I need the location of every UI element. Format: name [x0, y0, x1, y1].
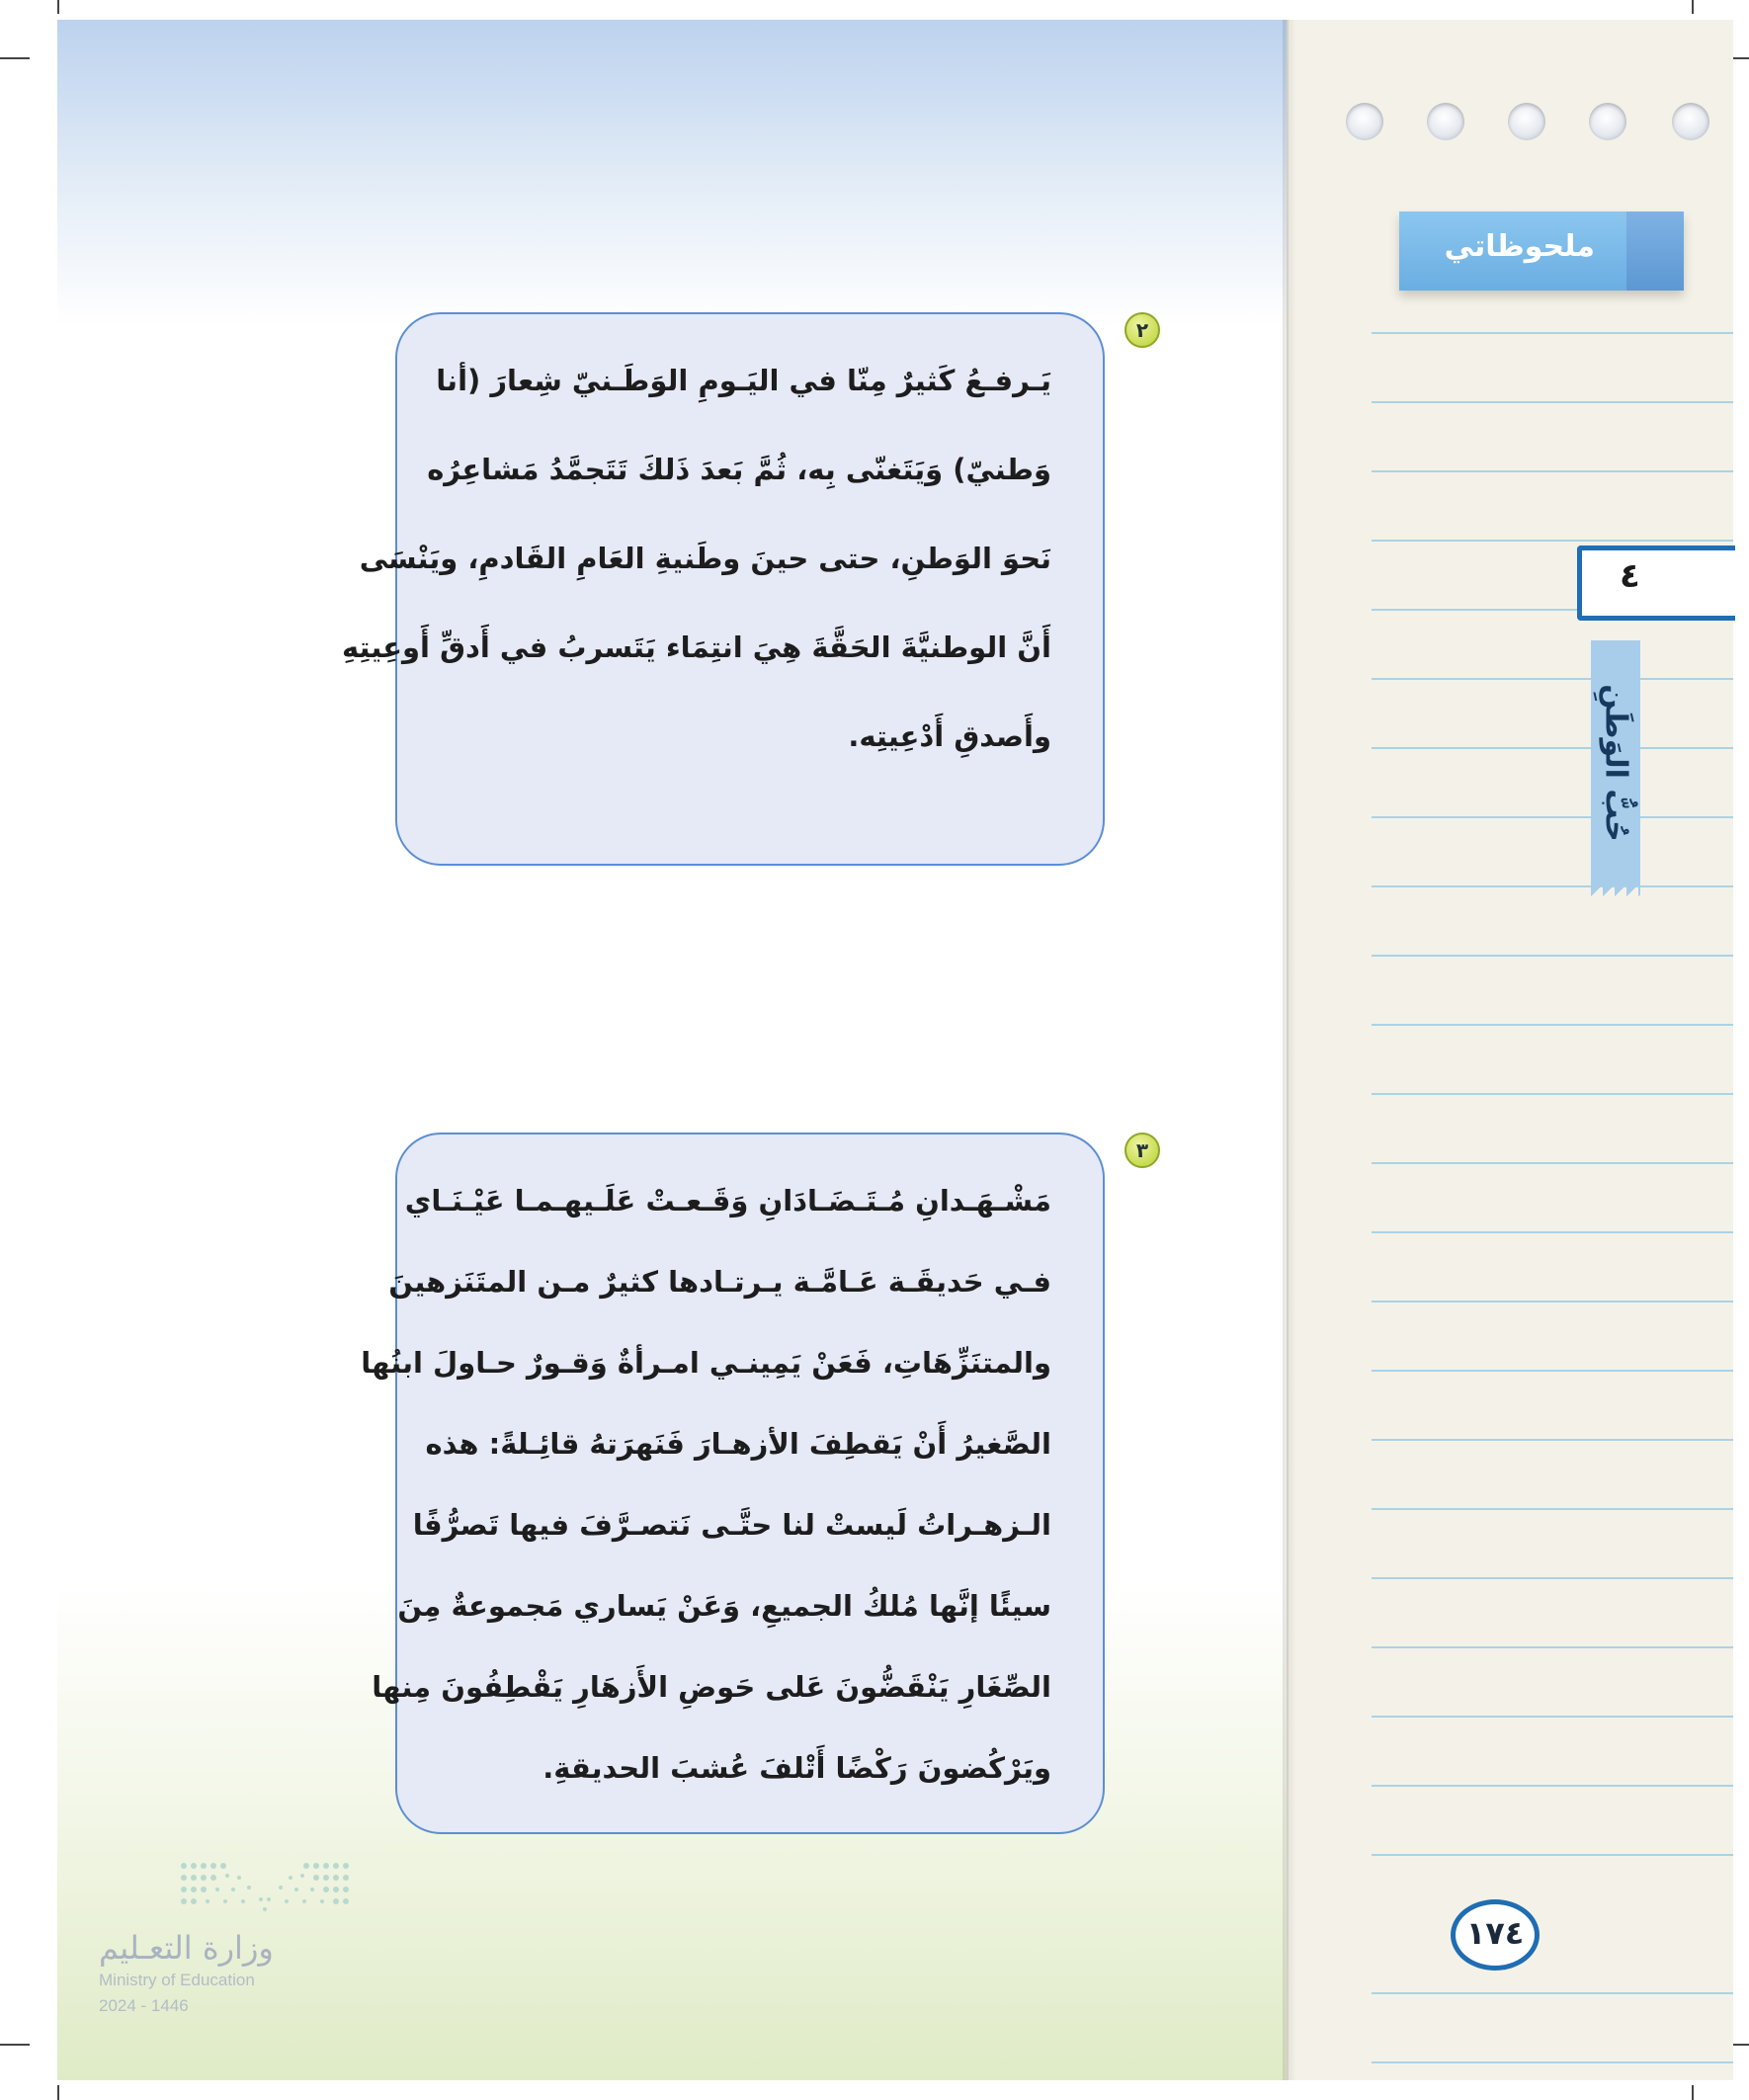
note-line — [1372, 2061, 1733, 2063]
note-line — [1372, 816, 1733, 818]
ministry-name-arabic: وزارة التعـليم — [99, 1929, 274, 1967]
passage-line: الـزهـراتُ لَيستْ لنا حتَّـى نَتصـرَّفَ فيها تَصرُّفًا — [412, 1508, 1051, 1542]
crop-mark — [1692, 0, 1694, 14]
unit-number-box — [1577, 546, 1735, 621]
passage-line: وأَصدقِ أَدْعِيتِه. — [848, 719, 1051, 753]
note-line — [1372, 401, 1733, 403]
crop-mark — [1692, 2085, 1694, 2100]
note-line — [1372, 1854, 1733, 1856]
note-line — [1372, 1301, 1733, 1302]
note-line — [1372, 1370, 1733, 1372]
binder-hole — [1427, 103, 1464, 140]
passage-line: أَنَّ الوطنيَّةَ الحَقَّةَ هِيَ انتِمَاء يَتَسربُ في أَدقِّ أَوعِيتِهِ — [341, 630, 1051, 664]
binder-hole — [1508, 103, 1545, 140]
ministry-logo-icon — [178, 1860, 352, 1911]
unit-title: حُبُّ الوَطَنِ — [1598, 684, 1633, 842]
unit-title-ribbon — [1591, 640, 1640, 885]
passage-line: سيئًا إنَّها مُلكُ الجميعِ، وَعَنْ يَساري مَجموعةٌ مِنَ — [397, 1589, 1051, 1623]
binder-hole — [1672, 103, 1709, 140]
ministry-name-english: Ministry of Education — [99, 1971, 255, 1989]
notes-column-shadow — [1283, 20, 1296, 2080]
binder-hole — [1346, 103, 1383, 140]
note-line — [1372, 1093, 1733, 1095]
passage-box — [361, 1133, 1105, 1834]
passage-line: الصَّغيرُ أَنْ يَقطِفَ الأزهـارَ فَنَهرَتهُ قائِـلةً: هذه — [425, 1427, 1051, 1461]
note-line — [1372, 540, 1733, 542]
page-number: ١٧٤ — [1465, 1914, 1525, 1952]
note-line — [1372, 1162, 1733, 1164]
passage-line: مَشْـهَـدانِ مُـتَـضَـادَانِ وَقَـعـتْ عَلَـيهـمـا عَيْـنَـاي — [404, 1184, 1051, 1218]
note-line — [1372, 678, 1733, 680]
note-line — [1372, 1992, 1733, 1994]
crop-mark — [57, 0, 59, 14]
binder-hole — [1589, 103, 1626, 140]
note-line — [1372, 885, 1733, 887]
ministry-year: 2024 - 1446 — [99, 1996, 189, 2015]
notes-tab — [1399, 211, 1684, 291]
note-line — [1372, 1577, 1733, 1579]
passage-box — [341, 312, 1105, 866]
passage-line: يَـرفـعُ كَثيرٌ مِنّا في اليَـومِ الوَطَـنيّ شِعارَ (أنا — [436, 364, 1051, 397]
passage-line: فـي حَديقَـة عَـامَّـة يـرتـادها كثيرٌ مـن المتَنَزهينَ — [388, 1265, 1051, 1299]
passage-line: والمتنَزِّهَاتِ، فَعَنْ يَمِينـي امـرأةٌ وَقـورٌ حـاولَ ابنُها — [361, 1346, 1051, 1380]
passage-line: وَطنيّ) وَيَتَغنّى بِه، ثُمَّ بَعدَ ذَلكَ تَتَجمَّدُ مَشاعِرُه — [427, 453, 1051, 486]
unit-number: ٤ — [1620, 556, 1640, 596]
notes-tab-label: ملحوظاتي — [1444, 229, 1595, 264]
note-line — [1372, 1716, 1733, 1718]
note-line — [1372, 955, 1733, 957]
note-line — [1372, 332, 1733, 334]
notes-column — [1287, 20, 1733, 2080]
note-line — [1372, 747, 1733, 749]
page-number-ring — [1451, 1899, 1540, 1971]
passage-line: ويَرْكُضونَ رَكْضًا أَتْلفَ عُشبَ الحديقةِ. — [542, 1751, 1051, 1785]
note-line — [1372, 1231, 1733, 1233]
note-line — [1372, 1024, 1733, 1026]
crop-mark — [57, 2085, 59, 2100]
note-line — [1372, 1508, 1733, 1510]
note-line — [1372, 470, 1733, 472]
passage-line: الصِّغَارِ يَنْقَضُّونَ عَلى حَوضِ الأَزهَارِ يَقْطِفُونَ مِنها — [372, 1670, 1051, 1704]
passage-number-badge: ٢ — [1124, 312, 1160, 348]
note-line — [1372, 1439, 1733, 1441]
passage-line: نَحوَ الوَطنِ، حتى حينَ وطَنيةِ العَامِ القَادمِ، ويَنْسَى — [359, 542, 1051, 575]
note-line — [1372, 1785, 1733, 1787]
passage-number-badge: ٣ — [1124, 1133, 1160, 1168]
crop-mark — [0, 2044, 30, 2046]
note-line — [1372, 1646, 1733, 1648]
crop-mark — [0, 57, 30, 59]
